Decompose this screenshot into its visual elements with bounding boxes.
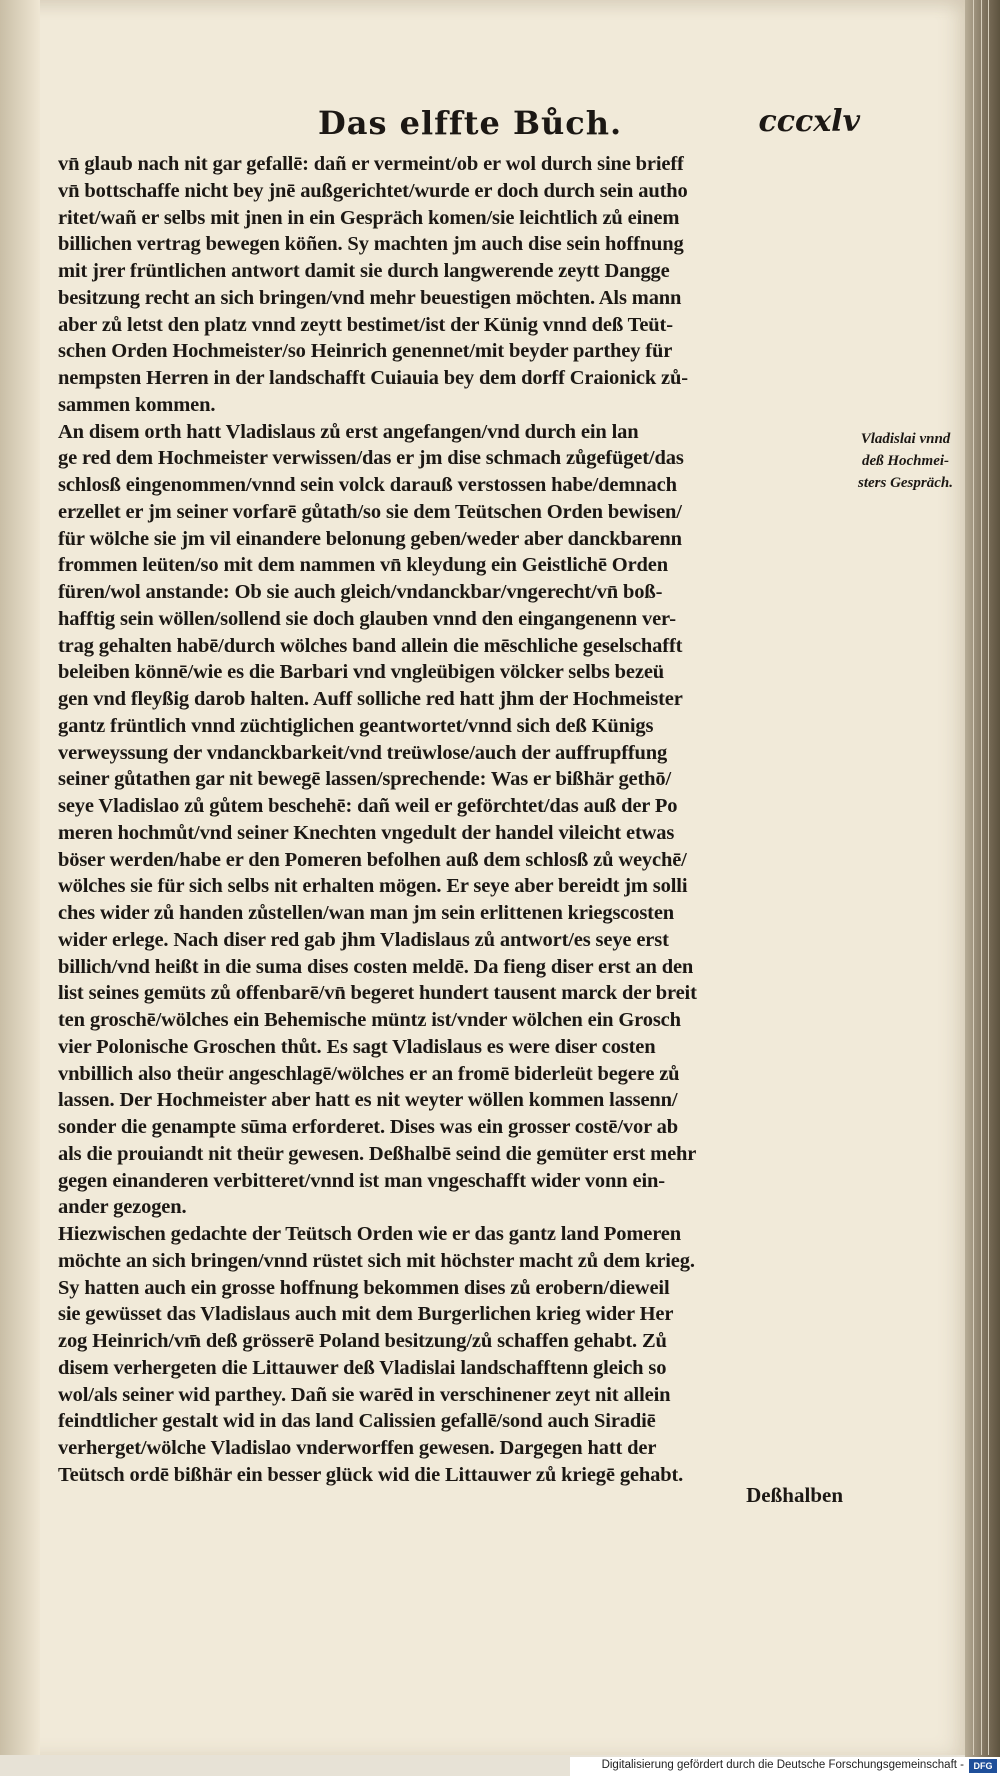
catchword: Deßhalben	[746, 1483, 843, 1507]
text-line: Sy hatten auch ein grosse hoffnung bekommen dises zů erobern/dieweil	[58, 1276, 670, 1299]
page-binding-shadow	[0, 0, 40, 1755]
page-edges	[965, 0, 1000, 1776]
footer-credit	[570, 1757, 1000, 1776]
text-line: trag gehalten habē/durch wölches band allein die mēschliche geselschafft	[58, 634, 683, 657]
body-text	[58, 151, 840, 1489]
text-line: billichen vertrag bewegen köñen. Sy machten jm auch dise sein hoffnung	[58, 233, 684, 256]
text-line: hafftig sein wöllen/sollend sie doch glauben vnnd den eingangenenn ver-	[58, 607, 676, 630]
text-line: zog Heinrich/vm̄ deß grösserē Poland besitzung/zů schaffen gehabt. Zů	[58, 1330, 667, 1352]
text-line: gegen einanderen verbitteret/vnnd ist man vngeschafft wider vonn ein-	[58, 1169, 665, 1192]
text-line: sie gewüsset das Vladislaus auch mit dem Burgerlichen krieg wider Her	[58, 1303, 674, 1326]
footer-credit-text: Digitalisierung gefördert durch die Deutsche Forschungsgemeinschaft -	[601, 1759, 964, 1771]
running-title: Das elffte Bůch.	[318, 104, 623, 142]
text-line: schlosß eingenommen/vnnd sein volck darauß verstossen habe/demnach	[58, 474, 677, 496]
text-line: frommen leüten/so mit dem nammen vn̄ kleydung ein Geistlichē Orden	[58, 554, 668, 577]
text-line: verweyssung der vndanckbarkeit/vnd treüwlose/auch der auffrupffung	[58, 741, 668, 764]
text-line: An disem orth hatt Vladislaus zů erst angefangen/vnd durch ein lan	[58, 420, 639, 443]
text-line: sammen kommen.	[58, 393, 216, 416]
text-line: ten groschē/wölches ein Behemische müntz ist/vnder wölchen ein Grosch	[58, 1009, 681, 1031]
text-line: möchte an sich bringen/vnnd rüstet sich mit höchster macht zů dem krieg.	[58, 1249, 695, 1272]
text-line: erzellet er jm seiner vorfarē gůtath/so sie dem Teütschen Orden bewisen/	[58, 500, 682, 523]
text-line: nempsten Herren in der landschafft Cuiauia bey dem dorff Craionick zů-	[58, 367, 688, 389]
text-line: meren hochmůt/vnd seiner Knechten vngedult der handel vileicht etwas	[58, 821, 675, 844]
text-line: wölches sie für sich selbs nit erhalten mögen. Er seye aber bereidt jm solli	[58, 875, 688, 898]
text-line: aber zů letst den platz vnnd zeytt bestimet/ist der Künig vnnd deß Teüt-	[58, 313, 673, 336]
marginal-note	[848, 428, 963, 494]
text-line: wol/als seiner wid parthey. Dañ sie warēd in verschinener zeyt nit allein	[58, 1383, 671, 1406]
text-line: mit jrer früntlichen antwort damit sie durch langwerende zeytt Dangge	[58, 260, 670, 282]
text-line: besitzung recht an sich bringen/vnd mehr beuestigen möchten. Als mann	[58, 286, 682, 309]
text-line: seye Vladislao zů gůtem beschehē: dañ weil er geförchtet/das auß der Po	[58, 795, 678, 817]
text-line: list seines gemüts zů offenbarē/vn̄ begeret hundert tausent marck der breit	[58, 982, 697, 1005]
text-line: ches wider zů handen zůstellen/wan man jm sein erlittenen kriegscosten	[58, 902, 675, 924]
text-line: ge red dem Hochmeister verwissen/das er jm dise schmach zůgefüget/das	[58, 447, 684, 470]
text-line: schen Orden Hochmeister/so Heinrich genennet/mit beyder parthey für	[58, 340, 673, 363]
folio-number: cccxlv	[758, 104, 860, 139]
text-line: verherget/wölche Vladislao vnderworffen gewesen. Dargegen hatt der	[58, 1437, 657, 1459]
text-line: füren/wol anstande: Ob sie auch gleich/vndanckbar/vngerecht/vn̄ boß-	[58, 581, 663, 603]
text-line: gen vnd fleyßig darob halten. Auff solliche red hatt jhm der Hochmeister	[58, 688, 683, 710]
text-line: ander gezogen.	[58, 1196, 187, 1219]
page-header	[60, 104, 860, 150]
text-line: disem verhergeten die Littauwer deß Vladislai landschafftenn gleich so	[58, 1356, 667, 1379]
text-line: vn̄ bottschaffe nicht bey jnē außgerichtet/wurde er doch durch sein autho	[58, 179, 688, 202]
marginal-note-line: Vladislai vnnd	[860, 431, 951, 447]
text-line: seiner gůtathen gar nit bewegē lassen/sprechende: Was er bißhär gethō/	[58, 768, 672, 791]
text-line: als die prouiandt nit theür gewesen. Deßhalbē seind die gemüter erst mehr	[58, 1142, 697, 1165]
text-line: wider erlege. Nach diser red gab jhm Vladislaus zů antwort/es seye erst	[58, 928, 669, 951]
text-line: Hiezwischen gedachte der Teütsch Orden wie er das gantz land Pomeren	[58, 1223, 681, 1245]
text-line: Teütsch ordē bißhär ein besser glück wid die Littauwer zů kriegē gehabt.	[58, 1463, 684, 1486]
text-line: für wölche sie jm vil einandere belonung geben/weder aber danckbarenn	[58, 527, 682, 550]
text-line: feindtlicher gestalt wid in das land Calissien gefallē/sond auch Siradiē	[58, 1410, 656, 1433]
marginal-note-line: sters Gespräch.	[857, 475, 953, 491]
text-line: beleiben könnē/wie es die Barbari vnd vngleübigen völcker selbs bezeü	[58, 661, 665, 684]
marginal-note-line: deß Hochmei-	[861, 453, 950, 469]
text-line: billich/vnd heißt in die suma dises costen meldē. Da fieng diser erst an den	[58, 955, 694, 978]
text-line: böser werden/habe er den Pomeren befolhen auß dem schlosß zů weychē/	[58, 848, 687, 871]
text-line: vn̄ glaub nach nit gar gefallē: dañ er vermeint/ob er wol durch sine brieff	[58, 153, 684, 175]
text-line: vnbillich also theür angeschlagē/wölches er an fromē biderleüt begere zů	[58, 1062, 680, 1085]
text-line: ritet/wañ er selbs mit jnen in ein Gespräch komen/sie leichtlich zů einem	[58, 206, 680, 229]
dfg-logo: DFG	[969, 1759, 997, 1773]
text-line: sonder die genampte sūma erforderet. Dises was ein grosser costē/vor ab	[58, 1116, 679, 1138]
text-line: gantz früntlich vnnd züchtiglichen geantwortet/vnnd sich deß Künigs	[58, 714, 654, 737]
text-line: vier Polonische Groschen thůt. Es sagt Vladislaus es were diser costen	[58, 1035, 656, 1058]
text-line: lassen. Der Hochmeister aber hatt es nit weyter wöllen kommen lassenn/	[58, 1089, 678, 1112]
